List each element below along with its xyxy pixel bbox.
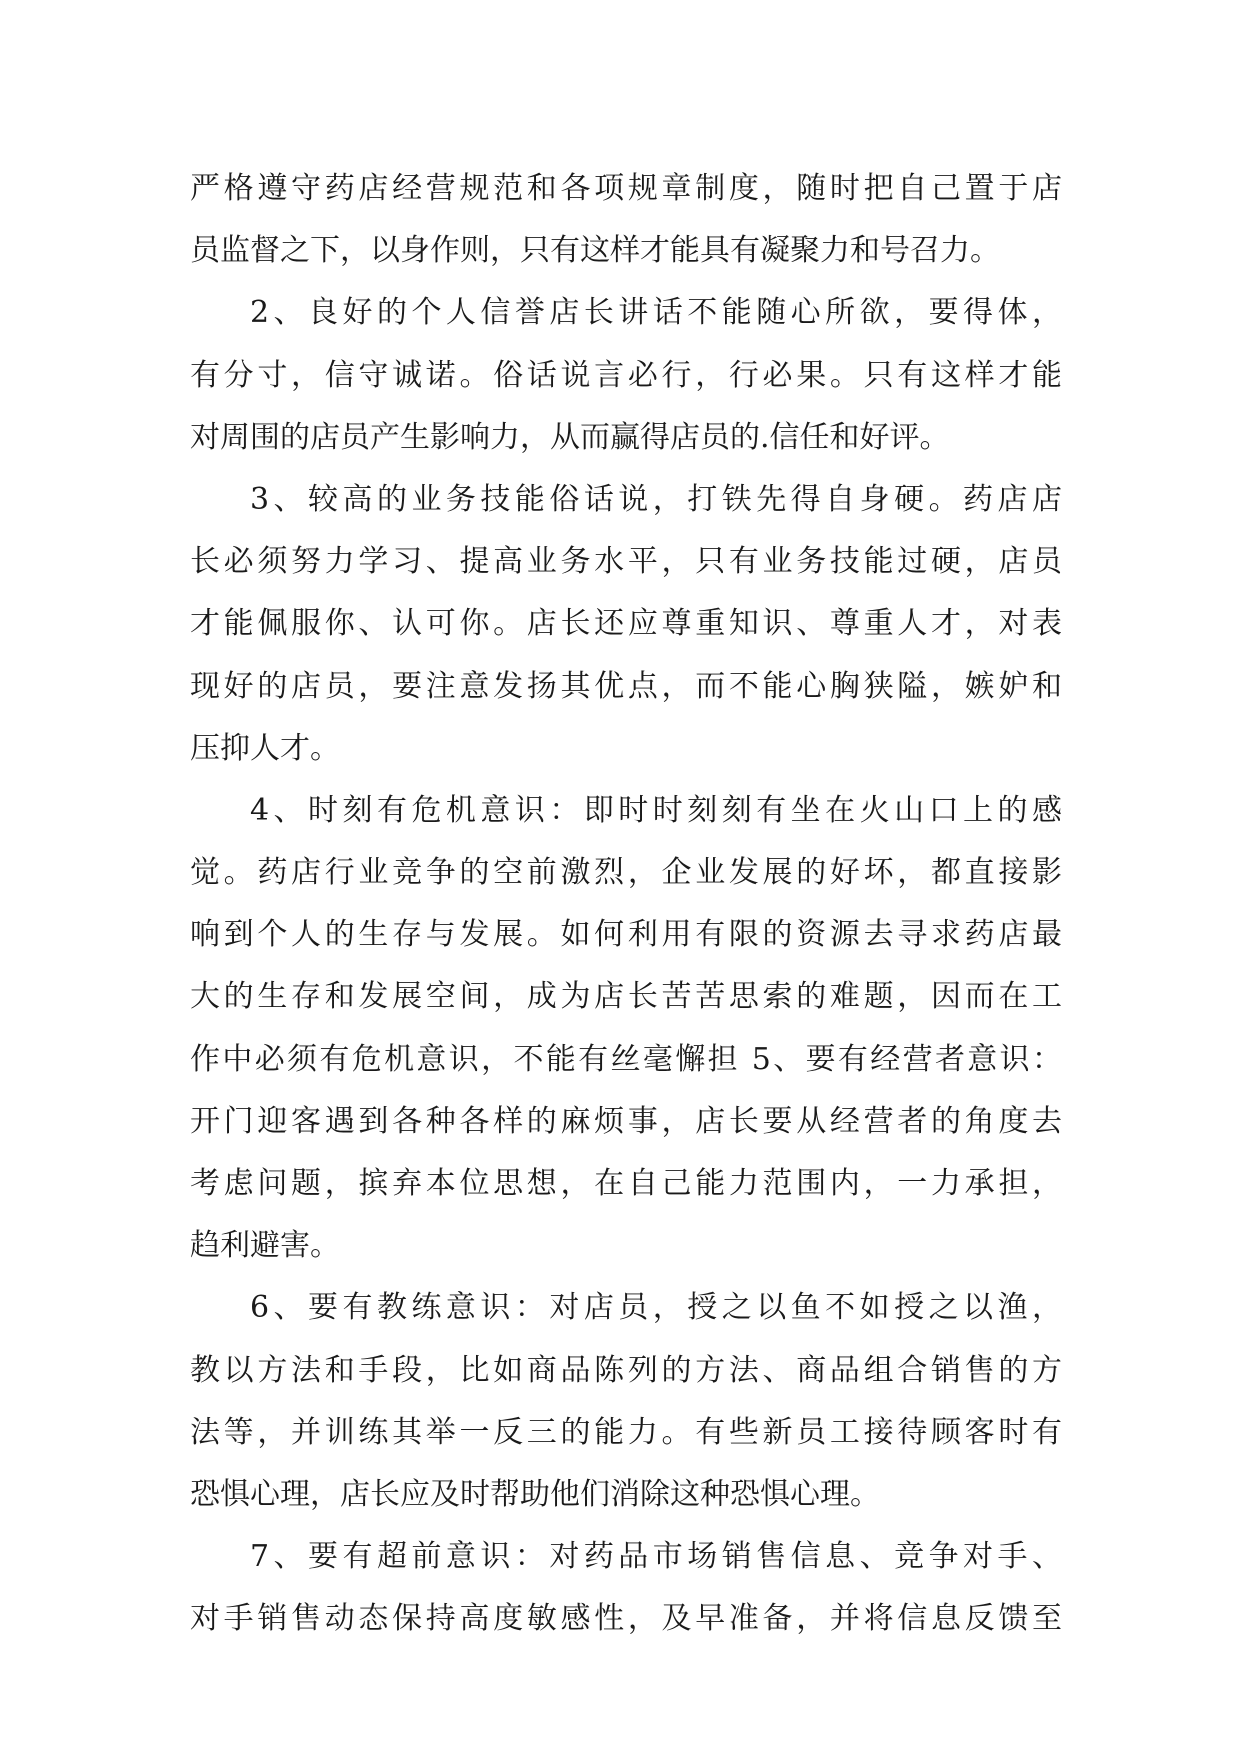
text-line: 对周围的店员产生影响力，从而赢得店员的.信任和好评。	[190, 419, 950, 455]
text-line: 法等，并训练其举一反三的能力。有些新员工接待顾客时有	[190, 1414, 1062, 1450]
text-line: 对手销售动态保持高度敏感性，及早准备，并将信息反馈至	[190, 1601, 1062, 1637]
text-line: 有分寸，信守诚诺。俗话说言必行，行必果。只有这样才能	[190, 357, 1062, 393]
paragraph-start-line: 4、时刻有危机意识：即时时刻刻有坐在火山口上的感	[250, 792, 1062, 828]
paragraph-start-line: 7、要有超前意识：对药品市场销售信息、竞争对手、	[250, 1539, 1062, 1575]
text-line: 才能佩服你、认可你。店长还应尊重知识、尊重人才，对表	[190, 606, 1062, 642]
text-line: 恐惧心理，店长应及时帮助他们消除这种恐惧心理。	[190, 1476, 880, 1512]
text-line: 长必须努力学习、提高业务水平，只有业务技能过硬，店员	[190, 544, 1062, 580]
text-line: 趋利避害。	[190, 1228, 340, 1264]
text-line: 现好的店员，要注意发扬其优点，而不能心胸狭隘，嫉妒和	[190, 668, 1062, 704]
text-line: 压抑人才。	[190, 730, 340, 766]
paragraph-start-line: 6、要有教练意识：对店员，授之以鱼不如授之以渔，	[250, 1290, 1062, 1326]
text-line: 作中必须有危机意识，不能有丝毫懈担 5、要有经营者意识：	[190, 1041, 1062, 1077]
text-line: 教以方法和手段，比如商品陈列的方法、商品组合销售的方	[190, 1352, 1062, 1388]
text-line: 大的生存和发展空间，成为店长苦苦思索的难题，因而在工	[190, 979, 1062, 1015]
text-line: 考虑问题，摈弃本位思想，在自己能力范围内，一力承担，	[190, 1166, 1062, 1201]
paragraph-start-line: 3、较高的业务技能俗话说，打铁先得自身硬。药店店	[250, 481, 1062, 517]
text-line: 严格遵守药店经营规范和各项规章制度，随时把自己置于店	[190, 171, 1062, 206]
document-body	[190, 158, 1062, 1651]
text-line: 开门迎客遇到各种各样的麻烦事，店长要从经营者的角度去	[190, 1103, 1062, 1139]
text-line: 响到个人的生存与发展。如何利用有限的资源去寻求药店最	[190, 917, 1062, 953]
paragraph-start-line: 2、良好的个人信誉店长讲话不能随心所欲，要得体，	[250, 295, 1062, 331]
text-line: 觉。药店行业竞争的空前激烈，企业发展的好坏，都直接影	[190, 855, 1062, 891]
text-line: 员监督之下，以身作则，只有这样才能具有凝聚力和号召力。	[190, 233, 1000, 269]
